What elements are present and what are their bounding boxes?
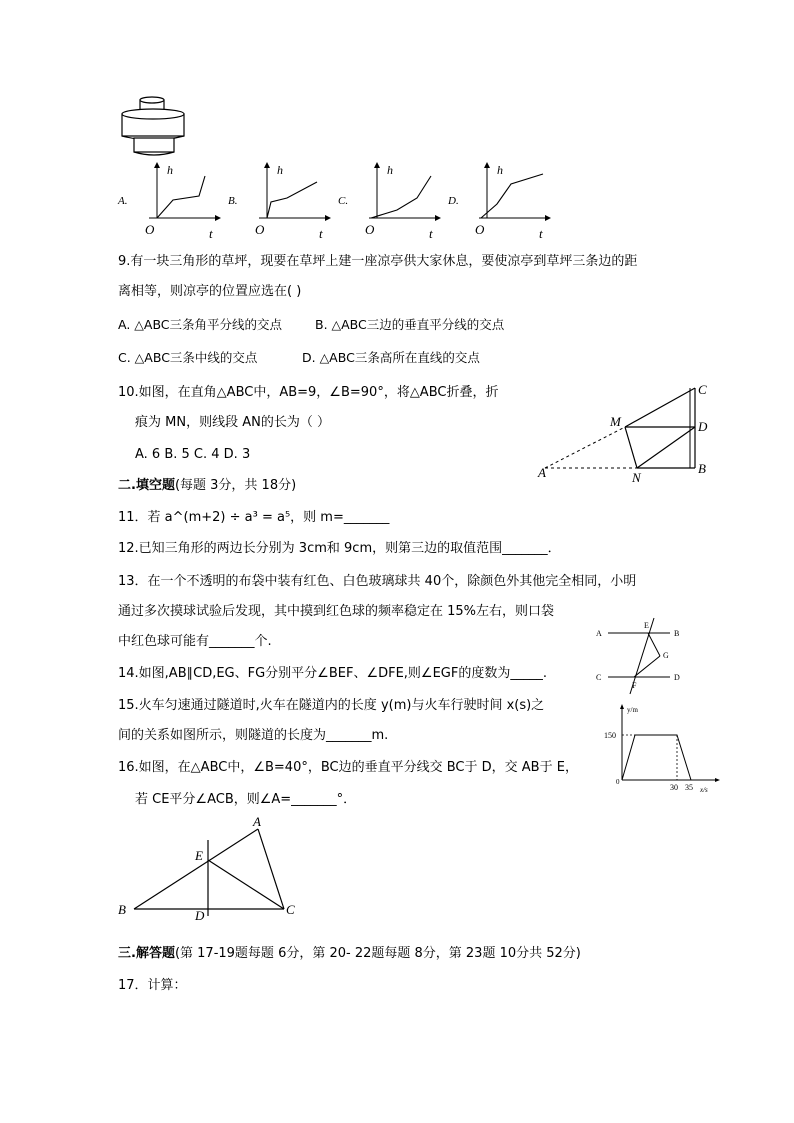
- q15-line1: 15.火车匀速通过隧道时,火车在隧道内的长度 y(m)与火车行驶时间 x(s)之: [118, 698, 545, 713]
- svg-text:N: N: [632, 470, 641, 485]
- section2-note: (每题 3分，共 18分): [174, 478, 297, 493]
- svg-text:30: 30: [670, 783, 678, 792]
- option-letter: B.: [228, 195, 238, 207]
- svg-text:E: E: [195, 848, 203, 863]
- q16-line1: 16.如图，在△ABC中，∠B=40°，BC边的垂直平分线交 BC于 D，交 AB于 E，: [118, 760, 578, 775]
- option-graph-c: [335, 160, 445, 240]
- q10-line2: 痕为 MN，则线段 AN的长为（ ）: [135, 415, 330, 430]
- svg-text:B: B: [118, 902, 126, 917]
- q16-line2: 若 CE平分∠ACB，则∠A=_______°．: [135, 792, 357, 807]
- svg-text:A: A: [596, 629, 602, 638]
- q16-figure: [112, 814, 312, 926]
- svg-text:C: C: [698, 382, 707, 397]
- q9-option-d: D. △ABC三条高所在直线的交点: [302, 350, 480, 365]
- svg-text:O: O: [475, 222, 485, 237]
- svg-text:O: O: [145, 222, 155, 237]
- svg-text:F: F: [632, 681, 637, 690]
- q11: 11．若 a^(m+2) ÷ a³ = a⁵，则 m=_______: [118, 510, 390, 525]
- svg-text:O: O: [365, 222, 375, 237]
- svg-text:h: h: [497, 163, 503, 177]
- section2-title: [118, 478, 296, 494]
- q15-line2: 间的关系如图所示，则隧道的长度为_______m.: [118, 728, 389, 743]
- svg-text:y/m: y/m: [627, 706, 638, 714]
- q14: 14.如图,AB∥CD,EG、FG分别平分∠BEF、∠DFE,则∠EGF的度数为_____.: [118, 666, 547, 681]
- option-letter: D.: [448, 195, 459, 207]
- svg-text:35: 35: [685, 783, 693, 792]
- svg-text:150: 150: [604, 731, 616, 740]
- q9-line1: 9.有一块三角形的草坪，现要在草坪上建一座凉亭供大家休息，要使凉亭到草坪三条边的距: [118, 254, 638, 269]
- q13-line1: 13．在一个不透明的布袋中装有红色、白色玻璃球共 40个，除颜色外其他完全相同，小明: [118, 574, 637, 589]
- q9-line2: 离相等，则凉亭的位置应选在( ): [118, 284, 302, 299]
- svg-text:t: t: [209, 226, 213, 241]
- svg-text:D: D: [195, 908, 205, 923]
- section3-heading: 三.解答题: [118, 946, 175, 961]
- svg-text:x/s: x/s: [700, 786, 708, 794]
- section3-title: [118, 946, 581, 962]
- q9-option-a: A. △ABC三条角平分线的交点: [118, 317, 283, 332]
- svg-text:D: D: [698, 419, 708, 434]
- svg-text:h: h: [387, 163, 393, 177]
- svg-text:B: B: [698, 461, 706, 476]
- q9-option-b: B. △ABC三边的垂直平分线的交点: [315, 317, 505, 332]
- q12: 12.已知三角形的两边长分别为 3cm和 9cm，则第三边的取值范围_______．: [118, 541, 561, 556]
- section3-note: (第 17-19题每题 6分，第 20- 22题每题 8分，第 23题 10分共 52分): [174, 946, 581, 961]
- svg-text:C: C: [286, 902, 295, 917]
- svg-text:M: M: [610, 414, 621, 429]
- q9-option-c: C. △ABC三条中线的交点: [118, 350, 258, 365]
- option-letter: A.: [118, 195, 128, 207]
- q10-line1: 10.如图，在直角△ABC中，AB=9，∠B=90°，将△ABC折叠，折: [118, 385, 499, 400]
- svg-text:t: t: [319, 226, 323, 241]
- q17: 17．计算：: [118, 978, 187, 993]
- section2-heading: 二.填空题: [118, 478, 175, 493]
- svg-text:A: A: [253, 814, 261, 829]
- svg-text:E: E: [644, 621, 649, 630]
- q13-line3: 中红色球可能有_______个.: [118, 634, 272, 649]
- svg-text:A: A: [538, 465, 546, 480]
- svg-text:G: G: [663, 651, 669, 660]
- q13-line2: 通过多次摸球试验后发现，其中摸到红色球的频率稳定在 15%左右，则口袋: [118, 604, 555, 619]
- option-letter: C.: [338, 195, 349, 207]
- svg-text:t: t: [429, 226, 433, 241]
- option-graph-a: [115, 160, 225, 240]
- svg-text:O: O: [255, 222, 265, 237]
- svg-text:B: B: [674, 629, 680, 638]
- option-graph-d: [445, 160, 555, 240]
- svg-text:t: t: [539, 226, 543, 241]
- svg-text:h: h: [277, 163, 283, 177]
- q10-options: A. 6 B. 5 C. 4 D. 3: [135, 447, 251, 462]
- q14-figure: [596, 612, 696, 698]
- q15-graph: [600, 702, 730, 794]
- container-illustration: [118, 96, 190, 158]
- svg-text:D: D: [674, 673, 680, 682]
- svg-text:0: 0: [616, 778, 620, 786]
- svg-text:C: C: [596, 673, 602, 682]
- svg-text:h: h: [167, 163, 173, 177]
- q10-figure: [535, 380, 715, 485]
- option-graph-b: [225, 160, 335, 240]
